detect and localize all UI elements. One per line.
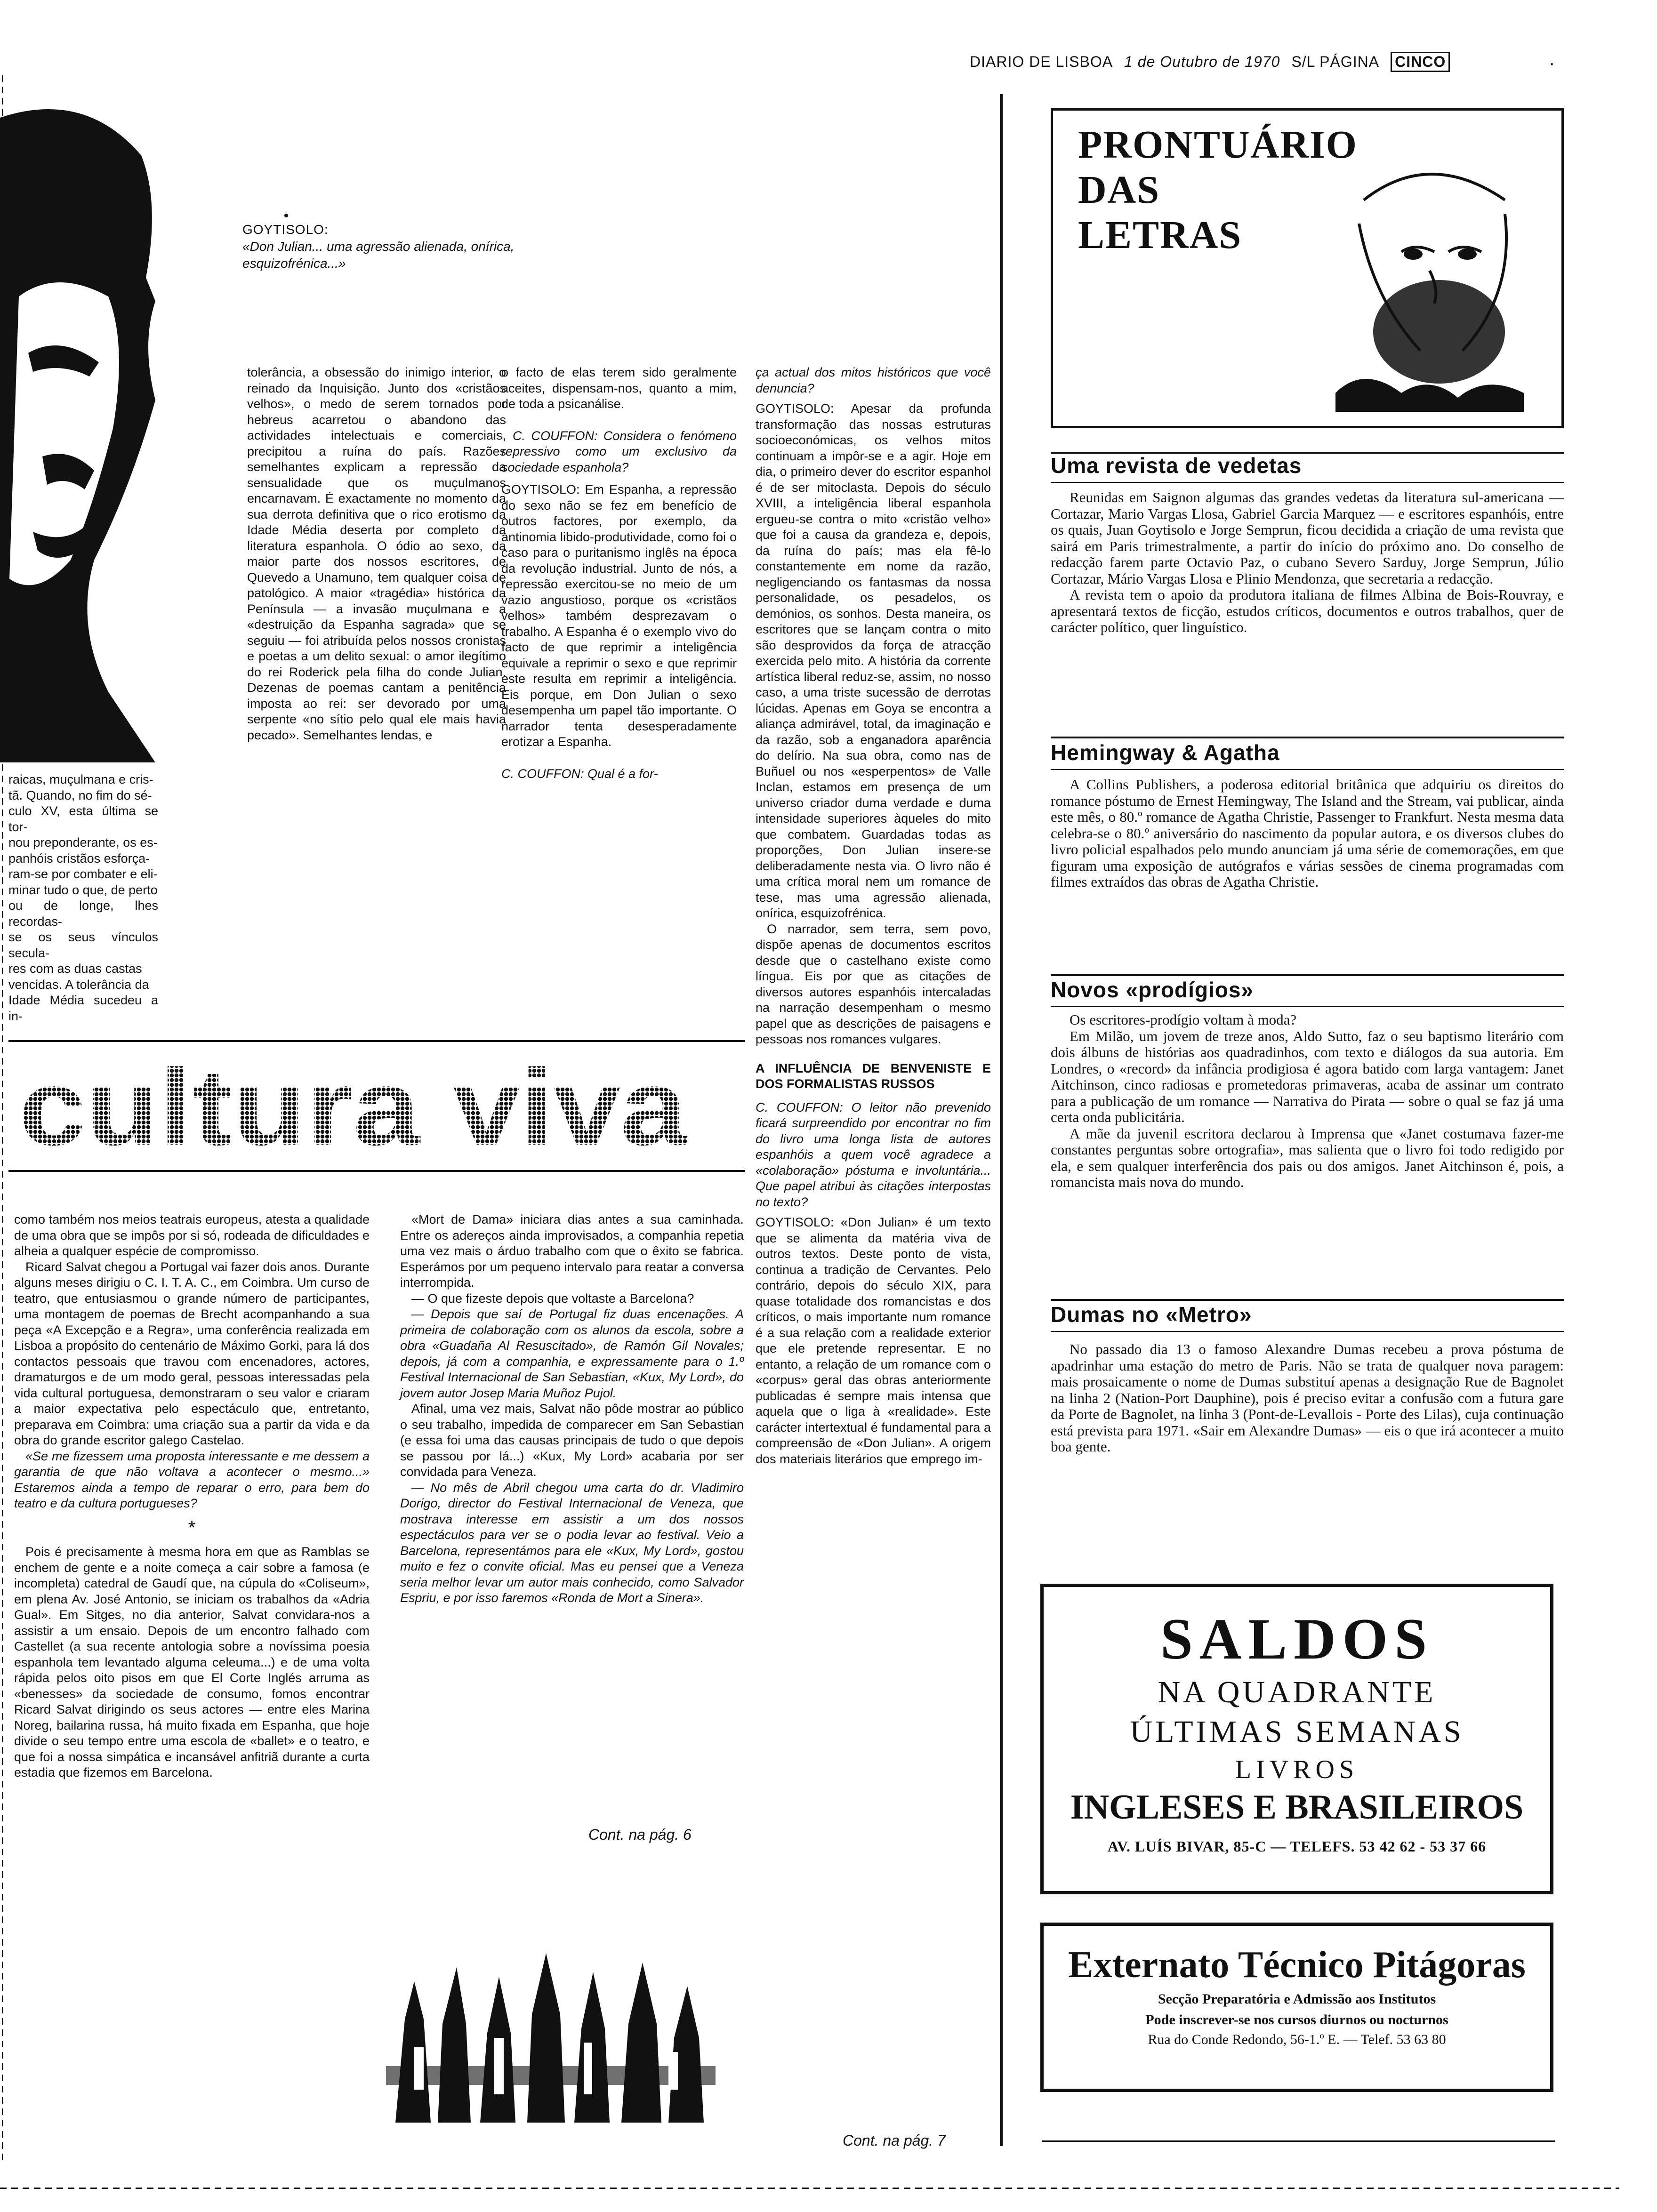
news-paragraph: A revista tem o apoio da produtora italiana de filmes Albina de Bois-Rouvray, e apresentará textos de ficção, estudos críticos, documentos e outros trabalhos, quer de carácter político, quer linguístico. <box>1051 586 1564 635</box>
fragment-line: minar tudo o que, de perto <box>8 882 158 897</box>
section-title-block <box>9 1035 744 1167</box>
prontuario-title-line: DAS <box>1078 168 1160 212</box>
article-question: — O que fizeste depois que voltaste a Barcelona? <box>411 1291 694 1306</box>
fragment-line: culo XV, esta última se tor- <box>8 804 158 834</box>
cultura-column-1 <box>14 1212 370 1781</box>
interview-paragraph: O narrador, sem terra, sem povo, dispõe apenas de documentos escritos desde que o castelhano existe como língua. Eis por que as citações de diversos autores espanhóis intercaladas na narração desempenham o mesmo papel que as descrições de paisagens e pessoas nos romances vulgares. <box>756 922 991 1046</box>
article-paragraph: Afinal, uma vez mais, Salvat não pôde mostrar ao público o seu trabalho, impedida de comparecer em San Sebastian (e essa foi uma das causas principais de tudo o que depois se passou por lá...) «Kux, My Lord» acabaria por ser convidada para Veneza. <box>400 1402 744 1479</box>
issue-date: 1 de Outubro de 1970 <box>1124 53 1280 70</box>
externato-advert <box>1040 1923 1553 2092</box>
section-label: S/L PÁGINA <box>1291 53 1380 70</box>
article-paragraph: «Mort de Dama» iniciara dias antes a sua caminhada. Entre os adereços ainda improvisados, a companhia repetia uma vez mais o árduo trabalho com que o êxito se fabrica. Esperámos por um pequeno intervalo para reatar a conversa interrompida. <box>400 1212 744 1290</box>
news-paragraph: Os escritores-prodígio voltam à moda? <box>1070 1011 1297 1028</box>
caption-bullet <box>284 214 288 217</box>
fragment-line: Idade Média sucedeu a in- <box>8 993 158 1023</box>
article-quote: «Se me fizessem uma proposta interessante e me dessem a garantia de que não voltava a acontecer o mesmo...» Estaremos ainda a tempo de reparar o erro, para bem do teatro e da cultura portugueses? <box>14 1449 370 1510</box>
fragment-line: se os seus vínculos secula- <box>8 930 158 960</box>
column-divider <box>1000 94 1003 2146</box>
fragment-line: res com as duas castas <box>8 962 142 976</box>
section-rule <box>1051 769 1564 770</box>
interview-answer: GOYTISOLO: Em Espanha, a repressão do sexo não se fez em benefício de outros factores, por exemplo, da antinomia libido-produtividade, como foi o caso para o puritanismo inglês na época da revolução industrial. Junto de nós, a repressão exercitou-se no meio de um vazio angustioso, porque os «cristãos velhos» também desprezavam o trabalho. A Espanha é o exemplo vivo do facto de que reprimir a inteligência equivale a reprimir o sexo e que reprimir este resulta em reprimir a inteligência. Eis porque, em Don Julian o sexo desempenha um papel tão importante. O narrador tenta desesperadamente erotizar a Espanha. <box>501 482 737 749</box>
article-paragraph: como também nos meios teatrais europeus, atesta a qualidade de uma obra que se impôs por si só, rodeada de dificuldades e alheia a qualquer espécie de compromisso. <box>14 1212 370 1258</box>
news-item-revista <box>1051 489 1564 636</box>
fragment-line: nou preponderante, os es- <box>8 835 158 850</box>
interview-column-3 <box>756 365 991 1467</box>
section-rule <box>1051 482 1564 483</box>
subheading: A INFLUÊNCIA DE BENVENISTE E DOS FORMALISTAS RUSSOS <box>756 1061 991 1091</box>
fragment-line: vencidas. A tolerância da <box>8 977 149 992</box>
interviewer-question: C. COUFFON: Qual é a for- <box>501 766 658 781</box>
article-paragraph: Pois é precisamente à mesma hora em que as Ramblas se enchem de gente e a noite começa a cair sobre a famosa (e incompleta) catedral de Gaudí que, na cúpula do «Coliseum», em plena Av. José Antonio, se iniciam os trabalhos da «Adria Gual». Em Sitges, no dia anterior, Salvat convidara-nos a assistir a um ensaio. Depois de um encontro falhado com Castellet (a sua recente antologia sobre a novíssima poesia espanhola tem levantado alguma celeuma...) e de uma volta rápida pelos oito pisos em que El Corte Inglés arruma as «benesses» da sociedade de consumo, fomos encontrar Ricard Salvat dirigindo os seus actores — entre eles Marina Noreg, bailarina russa, há muito fixada em Espanha, que hoje divide o seu tempo entre uma escola de «ballet» e o teatro, e que foi a nossa simpática e incansável anfitriã durante a curta estadia que fizemos em Barcelona. <box>14 1545 370 1779</box>
section-rule <box>1051 1299 1564 1301</box>
fragment-line: ram-se por combater e eli- <box>8 867 158 881</box>
news-item-prodigios <box>1051 1012 1564 1191</box>
section-rule <box>1051 1331 1564 1332</box>
prontuario-title-line: LETRAS <box>1078 213 1242 257</box>
article-paragraph: Ricard Salvat chegou a Portugal vai fazer dois anos. Durante alguns meses dirigiu o C. I. T. A. C., em Coimbra. Um curso de teatro, que entusiasmou o grande número de participantes, uma montagem de poemas de Brecht acompanhando a sua peça «A Excepção e a Regra», uma conferência realizada em Lisboa a propósito do centenário de Máximo Gorki, para lá dos contactos pessoais que travou com encenadores, actores, dramaturgos e de um modo geral, pessoas interessadas pela vida cultural portuguesa, demonstraram o seu valor e criaram a maior expectativa pelo espectáculo que, entretanto, preparava em Coimbra: uma criação sua a partir da vida e da obra do grande escritor galego Castelao. <box>14 1259 370 1447</box>
advert-line: AV. LUÍS BIVAR, 85-C — TELEFS. 53 42 62 - 53 37 66 <box>1107 1838 1487 1855</box>
article-answer: — No mês de Abril chegou uma carta do dr. Vladimiro Dorigo, director do Festival Internacional de Veneza, que mostrava interesse em assistir a um dos nossos espectáculos para ver se o podia levar ao festival. Veio a Barcelona, representámos para ele «Kux, My Lord», gostou muito e fez o convite oficial. Mas eu pensei que a Veneza seria melhor levar um autor mais conhecido, como Salvador Espriu, e por isso faremos «Ronda de Mort a Sinera». <box>400 1480 744 1605</box>
section-heading: Dumas no «Metro» <box>1051 1302 1252 1327</box>
hemingway-sketch <box>1307 129 1552 412</box>
advert-line: NA QUADRANTE <box>1158 1675 1436 1709</box>
crowd-photo <box>386 1925 716 2123</box>
interview-column-1 <box>247 365 506 743</box>
fragment-line: tã. Quando, no fim do sé- <box>8 788 152 802</box>
section-heading: Uma revista de vedetas <box>1051 453 1302 478</box>
fragment-line: ou de longe, lhes recordas- <box>8 898 158 929</box>
interview-paragraph: tolerância, a obsessão do inimigo interior, o reinado da Inquisição. Junto dos «cristãos velhos», o medo de serem tornados por hebreus acarretou o abandono das actividades intelectuais e comerciais, precipitou a ruína do país. Razões semelhantes explicam a repressão da sensualidade que os muçulmanos encarnavam. É exactamente no momento da sua derrota definitiva que o rico erotismo da Idade Média deserta por completo da literatura espanhola. O ódio ao sexo, da maior parte dos nossos escritores, de Quevedo a Unamuno, tem qualquer coisa de patológico. A maior «tragédia» histórica da Península — a invasão muçulmana e a «destruição da Espanha sagrada» que se seguiu — foi atribuída pelos nossos cronistas e poetas a um delito sexual: o amor ilegítimo do rei Roderick pela filha do conde Julian. Dezenas de poemas cantam a penitência imposta ao rei: ser devorado por uma serpente «no sítio pelo qual ele mais havia pecado». Semelhantes lendas, e <box>247 365 506 742</box>
news-item-dumas <box>1051 1341 1564 1455</box>
section-heading: Novos «prodígios» <box>1051 978 1254 1002</box>
advert-line: Secção Preparatória e Admissão aos Institutos <box>1158 1991 1436 2007</box>
corner-mark: · <box>1549 53 1555 73</box>
fragment-line: raicas, muçulmana e cris- <box>8 772 153 786</box>
interviewer-question: C. COUFFON: Considera o fenómeno repressivo como um exclusivo da sociedade espanhola? <box>501 428 737 474</box>
goytisolo-portrait <box>0 99 155 762</box>
interview-answer: GOYTISOLO: Apesar da profunda transformação das nossas estruturas socioeconómicas, os velhos mitos continuam a impôr-se e a agir. Hoje em dia, o primeiro dever do escritor espanhol é de ser mitoclasta. Depois do século XVIII, a inteligência liberal espanhola ergueu-se contra o mito «cristão velho» que foi a causa da grandeza e, depois, da ruína do país; mas ela fê-lo constantemente em nome da razão, negligenciando os fantasmas da nossa personalidade, os pesadelos, os demónios, os sonhos. Desta maneira, os escritores que se lançam contra o mito são desprovidos da força de atracção exercida pelo mito. A história da corrente artística liberal reduz-se, assim, no nosso caso, a uma triste sucessão de derrotas lúcidas. Apenas em Goya se encontra a aliança admirável, total, da imaginação e da razão, sob a enganadora aparência do delírio. Na sua obra, como nas de Buñuel ou nos «esperpentos» de Valle Inclan, estamos em presença de um universo criador duma verdade e duma intensidade superiores àqueles do mito que combatem. Guardadas todas as proporções, Don Julian insere-se deliberadamente nesta via. O livro não é uma crítica moral nem um romance de tese, mas uma agressão alienada, onírica, esquizofrénica. <box>756 401 991 920</box>
news-paragraph: No passado dia 13 o famoso Alexandre Dumas recebeu a prova póstuma de apadrinhar uma estação do metro de Paris. Não se trata de qualquer nova paragem: mais prosaicamente o nome de Dumas substituí apenas a designação Rue de Bagnolet na linha 2 (Nation-Port Dauphine), pois é preciso evitar a confusão com a futura gare da Porte de Bagnolet, na linha 3 (Pont-de-Levallois - Porte des Lilas), cuja continuação está prevista para 1971. «Sair em Alexandre Dumas» — eis o que irá acontecer a muito boa gente. <box>1051 1341 1564 1455</box>
cultura-column-2 <box>400 1212 744 1606</box>
news-paragraph: Reunidas em Saignon algumas das grandes vedetas da literatura sul-americana — Cortazar, Mario Vargas Llosa, Gabriel Garcia Marquez — e escritores espanhóis, entre os quais, Juan Goytisolo e Jorge Semprun, ficou decidida a criação de uma revista que sairá em Paris trimestralmente, a partir do início do próximo ano. Do conselho de redacção farem parte Octavio Paz, o cubano Severo Sarduy, Jorge Semprun, Júlio Cortazar, Mário Vargas Llosa e Plinio Mendonza, que secretaria a redacção. <box>1051 489 1564 587</box>
fragment-line: panhóis cristãos esforça- <box>8 851 150 866</box>
advert-line: SALDOS <box>1160 1607 1434 1671</box>
section-title: cultura viva <box>19 1047 689 1167</box>
advert-line: LIVROS <box>1235 1755 1359 1784</box>
interview-column-fragment <box>8 772 158 1024</box>
cut-line <box>0 2188 1619 2189</box>
saldos-advert <box>1040 1584 1553 1894</box>
section-rule <box>8 1170 745 1172</box>
advert-line: INGLESES E BRASILEIROS <box>1070 1788 1524 1827</box>
article-answer: — Depois que saí de Portugal fiz duas encenações. A primeira de colaboração com os alunos da escola, sobre a obra «Guadaña Al Resuscitado», de Ramón Gil Novales; depois, já com a companhia, e expressamente para o 1.º Festival Internacional de San Sebastian, «Kux, My Lord», do jovem autor Josep Maria Muñoz Pujol. <box>400 1307 744 1400</box>
continued-note: Cont. na pág. 7 <box>843 2132 946 2149</box>
advert-line: ÚLTIMAS SEMANAS <box>1130 1715 1464 1749</box>
news-item-hemingway <box>1051 777 1564 890</box>
section-rule <box>1051 974 1564 976</box>
photo-caption <box>242 221 525 272</box>
news-paragraph: A mãe da juvenil escritora declarou à Imprensa que «Janet costumava fazer-me constantes perguntas sobre ortografia», mas salienta que o livro foi todo redigido por ela, e sem qualquer interferência dos pais ou dos amigos. Janet Aitchinson é, pois, a romancista mais nova do mundo. <box>1051 1125 1564 1190</box>
page-header <box>970 52 1563 73</box>
page-number: CINCO <box>1391 52 1450 72</box>
news-paragraph: A Collins Publishers, a poderosa editorial britânica que adquiriu os direitos do romance póstumo de Ernest Hemingway, The Island and the Stream, vai publicar, ainda este mês, o 80.º romance de Agatha Christie, Passenger to Frankfurt. Nesta mesma data celebra-se o 80.º aniversário do nascimento da popular autora, e os diversos clubes do livro policial espalhados pelo mundo anunciam já uma série de comemorações, em que figuram uma exposição de autógrafos e várias sessões de cinema programadas com filmes extraídos das obras de Agatha Christie. <box>1051 776 1564 890</box>
interviewer-question: ça actual dos mitos históricos que você denuncia? <box>756 365 991 395</box>
newspaper-name: DIARIO DE LISBOA <box>970 53 1113 70</box>
interview-answer: GOYTISOLO: «Don Julian» é um texto que se alimenta da matéria viva de outros textos. Deste ponto de vista, continua a tradição de Cervantes. Pelo contrário, depois do século XIX, para quase totalidade dos romancistas e dos críticos, o mais importante num romance é a sua relação com a realidade exterior que ele pretende representar. E no entanto, a relação de um romance com o «corpus» geral das obras anteriormente publicadas é sempre mais intensa que aquela que o liga à «realidade». Este carácter intertextual é fundamental para a compreensão de «Don Julian». A origem dos materiais literários que emprego im- <box>756 1215 991 1466</box>
interviewer-question: C. COUFFON: O leitor não prevenido ficará surpreendido por encontrar no fim do livro uma longa lista de autores espanhóis a quem você agradece a «colaboração» póstuma e involuntária... Que papel atribui às citações interpostas no texto? <box>756 1100 991 1209</box>
news-paragraph: Em Milão, um jovem de treze anos, Aldo Sutto, faz o seu baptismo literário com dois álbuns de histórias aos quadradinhos, com texto e diálogos da sua autoria. Em Londres, o «record» da infância prodigiosa é agora batido com larga vantagem: Janet Aitchinson, cinco radiosas e prometedoras primaveras, acaba de assinar um contrato para a publicação de um romance — Narrativa do Pirata — sobre o qual se faz já uma certa onda publicitária. <box>1051 1027 1564 1125</box>
section-rule <box>1051 1006 1564 1007</box>
interview-column-2 <box>501 365 737 782</box>
caption-quote: «Don Julian... uma agressão alienada, onírica, esquizofrénica...» <box>242 239 515 271</box>
advert-line: Externato Técnico Pitágoras <box>1068 1944 1526 1986</box>
section-rule <box>1051 737 1564 738</box>
prontuario-title <box>1078 122 1358 258</box>
continued-note: Cont. na pág. 6 <box>588 1826 692 1843</box>
caption-speaker: GOYTISOLO: <box>242 222 329 237</box>
bottom-rule-right <box>1042 2140 1555 2142</box>
section-asterisk: * <box>188 1517 196 1538</box>
advert-line: Pode inscrever-se nos cursos diurnos ou nocturnos <box>1145 2012 1448 2028</box>
advert-line: Rua do Conde Redondo, 56-1.º E. — Telef. 53 63 80 <box>1148 2032 1446 2047</box>
interview-paragraph: o facto de elas terem sido geralmente aceites, dispensam-nos, quanto a mim, de toda a psicanálise. <box>501 365 737 411</box>
prontuario-title-line: PRONTUÁRIO <box>1078 123 1358 167</box>
section-heading: Hemingway & Agatha <box>1051 740 1280 765</box>
